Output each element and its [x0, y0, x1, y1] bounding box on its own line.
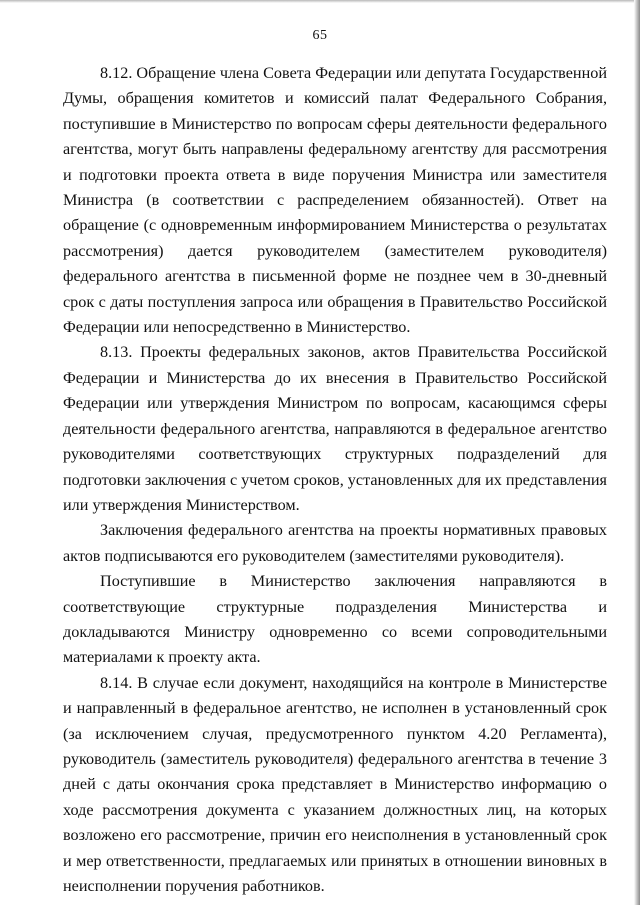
paragraph-8-12: 8.12. Обращение члена Совета Федерации или депутата Государственной Думы, обращения комитетов и комиссий палат Федерального Собрания, поступившие в Министерство по вопросам сферы деятельности федерального агентства, могут быть направлены федеральному агентству для рассмотрения и подготовки проекта ответа в виде поручения Министра или заместителя Министра (в соответствии с распределением обязанностей). Ответ на обращение (с одновременным информированием Министерства о результатах рассмотрения) дается руководителем (заместителем руководителя) федерального агентства в письменной форме не позднее чем в 30-дневный срок с даты поступления запроса или обращения в Правительство Российской Федерации или непосредственно в Министерство. [63, 64, 607, 337]
scan-shadow-right [634, 0, 640, 905]
document-body [63, 61, 607, 899]
paragraph-8-14: 8.14. В случае если документ, находящийся на контроле в Министерстве и направленный в федеральное агентство, не исполнен в установленный срок (за исключением случая, предусмотренного пунктом 4.20 Регламента), руководитель (заместитель руководителя) федерального агентства в течение 3 дней с даты окончания срока представляет в Министерство информацию о ходе рассмотрения документа с указанием должностных лиц, на которых возложено его рассмотрение, причин его неисполнения в установленный срок и мер ответственности, предлагаемых или принятых в отношении виновных в неисполнении поручения работников. [63, 673, 607, 895]
paragraph-8-13: 8.13. Проекты федеральных законов, актов Правительства Российской Федерации и Министерства до их внесения в Правительство Российской Федерации или утверждения Министром по вопросам, касающимся сферы деятельности федерального агентства, направляются в федеральное агентство руководителями соответствующих структурных подразделений для подготовки заключения с учетом сроков, установленных для их представления или утверждения Министерством. [63, 343, 607, 514]
paragraph-conclusions-signing: Заключения федерального агентства на проекты нормативных правовых актов подписываются его руководителем (заместителями руководителя). [63, 521, 607, 565]
scan-shadow-top [0, 0, 640, 3]
paragraph-conclusions-routing: Поступившие в Министерство заключения направляются в соответствующие структурные подразделения Министерства и докладываются Министру одновременно со всеми сопроводительными материалами к проекту акта. [63, 572, 607, 667]
page-number: 65 [312, 28, 328, 43]
